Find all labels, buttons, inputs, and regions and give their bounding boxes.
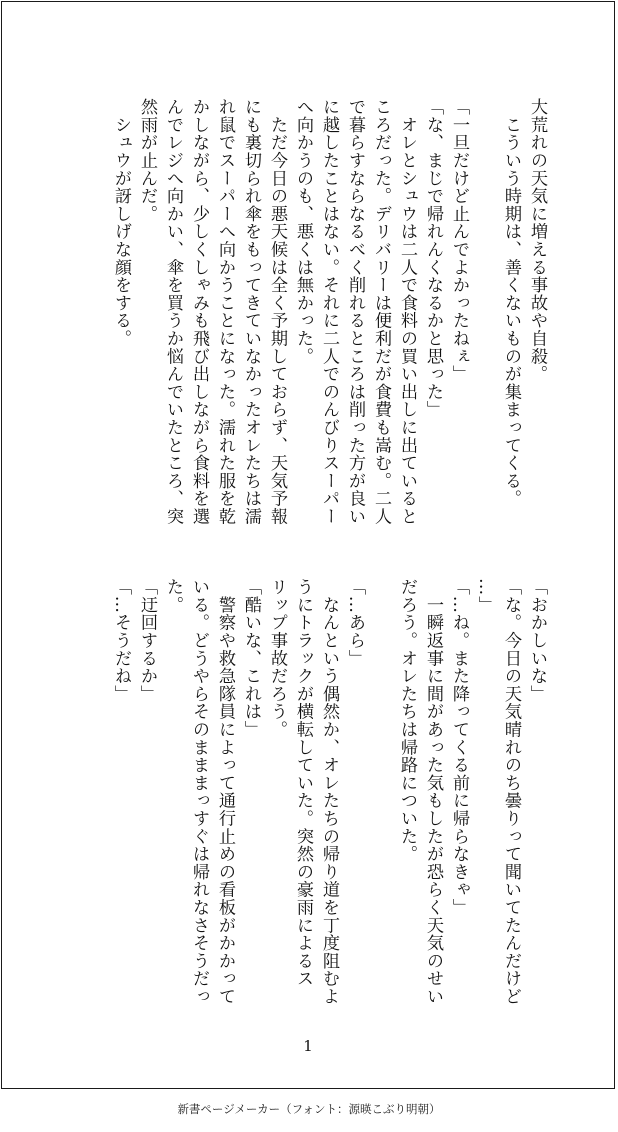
text-column: …」 xyxy=(475,578,495,614)
text-column: 「一旦だけど止んでよかったねぇ」 xyxy=(449,98,469,383)
book-page xyxy=(1,1,615,1089)
text-column: リップ事故だろう。 xyxy=(267,578,287,739)
text-column: ただ今日の悪天候は全く予期しておらず、天気予報 xyxy=(267,98,287,526)
text-column: へ向かうのも、悪くは無かった。 xyxy=(293,98,313,365)
text-column: いる。どうやらそのまままっすぐは帰れなさそうだっ xyxy=(189,578,209,1006)
text-block-upper xyxy=(108,98,550,538)
text-column: 「な。今日の天気晴れのち曇りって聞いてたんだけど xyxy=(501,578,521,1006)
text-column: 「おかしいな」 xyxy=(527,578,547,703)
text-column: れ鼠でスーパーへ向かうことになった。濡れた服を乾 xyxy=(215,98,235,526)
text-column: に越したことはない。それに二人でのんびりスーパー xyxy=(319,98,339,526)
text-column: 大荒れの天気に増える事故や自殺。 xyxy=(527,98,547,383)
text-column: 「…あら」 xyxy=(345,578,365,667)
text-column xyxy=(368,578,394,1018)
text-column: なんという偶然か、オレたちの帰り道を丁度阻むよ xyxy=(319,578,339,1006)
text-column: 警察や救急隊員によって通行止めの看板がかかって xyxy=(215,578,235,1006)
text-column: 「酷いな、これは」 xyxy=(241,578,261,739)
text-column: だろう。オレたちは帰路についた。 xyxy=(397,578,417,863)
page-number: 1 xyxy=(303,1037,313,1055)
text-column: 一瞬返事に間があった気もしたが恐らく天気のせい xyxy=(423,578,443,1006)
text-column: 「…そうだね」 xyxy=(111,578,131,703)
text-column: オレとシュウは二人で食料の買い出しに出ていると xyxy=(397,98,417,526)
text-column: うにトラックが横転していた。突然の豪雨によるス xyxy=(293,578,313,988)
text-column: にも裏切られ傘をもってきていなかったオレたちは濡 xyxy=(241,98,261,526)
text-column: 然雨が止んだ。 xyxy=(137,98,157,223)
text-block-lower xyxy=(108,578,550,1018)
text-column: で暮らすならなるべく削れるところは削った方が良い xyxy=(345,98,365,526)
text-column: ころだった。デリバリーは便利だが食費も嵩む。二人 xyxy=(371,98,391,526)
text-column: シュウが訝しげな顔をする。 xyxy=(111,98,131,348)
text-column: 「な、まじで帰れんくなるかと思った」 xyxy=(423,98,443,419)
text-column: んでレジへ向かい、傘を買うか悩んでいたところ、突 xyxy=(163,98,183,526)
text-column: かしながら、少しくしゃみも飛び出しながら食料を選 xyxy=(189,98,209,526)
footer-caption: 新書ページメーカー（フォント：源暎こぶり明朝） xyxy=(177,1102,441,1116)
text-column: 「迂回するか」 xyxy=(137,578,157,703)
text-column: た。 xyxy=(163,578,183,614)
text-column: こういう時期は、善くないものが集まってくる。 xyxy=(501,98,521,508)
text-column xyxy=(472,98,498,538)
text-column: 「…ね。また降ってくる前に帰らなきゃ」 xyxy=(449,578,469,917)
